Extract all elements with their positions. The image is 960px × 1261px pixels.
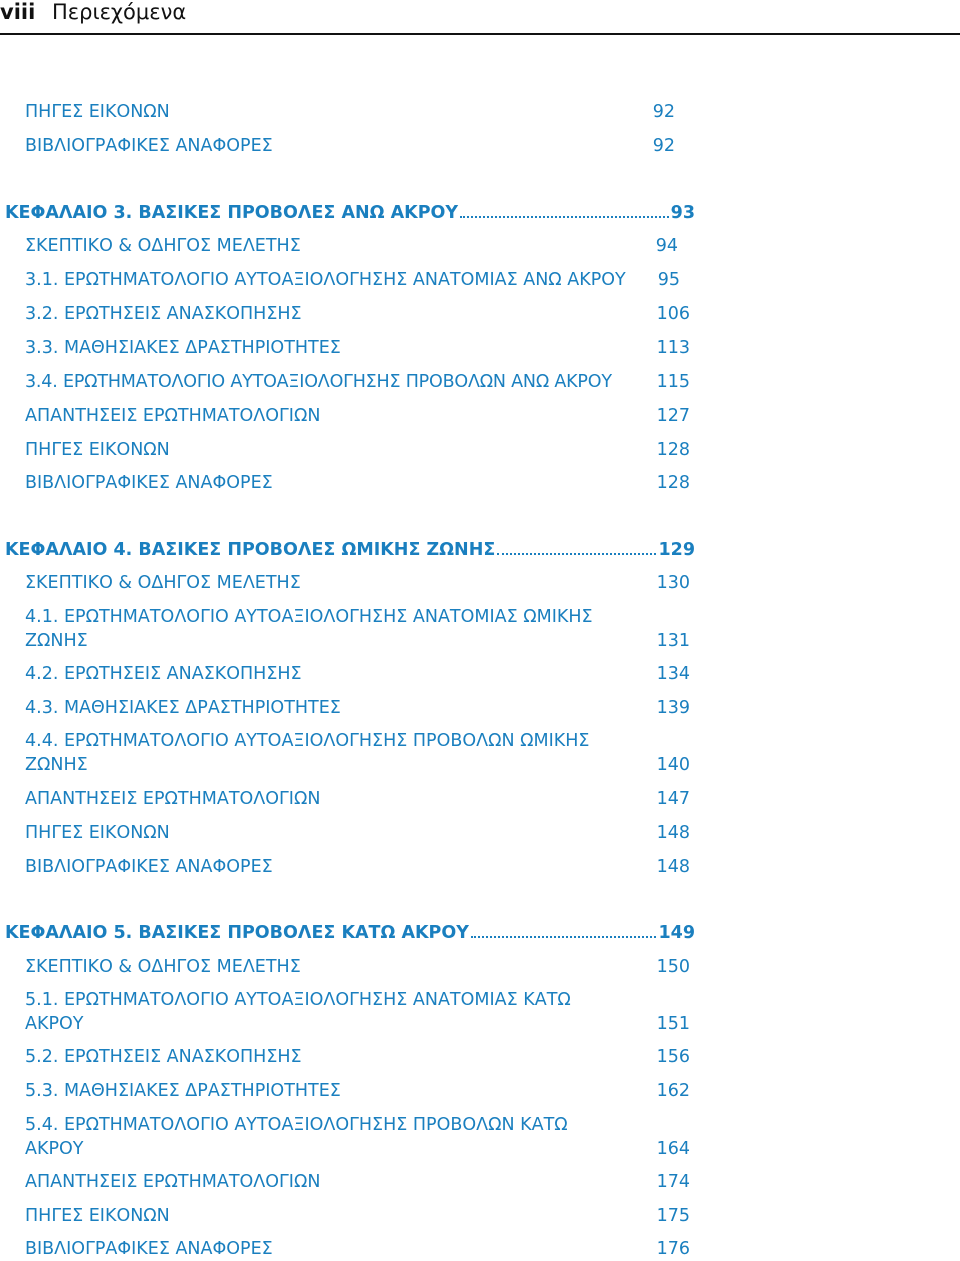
toc-entry[interactable]	[25, 134, 690, 158]
toc-entry-page: 128	[656, 440, 690, 460]
toc-entry-page: 94	[655, 236, 678, 256]
toc-entry[interactable]	[25, 729, 690, 777]
toc-entry-title: ΒΙΒΛΙΟΓΡΑΦΙΚΕΣ ΑΝΑΦΟΡΕΣ	[25, 136, 273, 156]
toc-entry-title: ΑΠΑΝΤΗΣΕΙΣ ΕΡΩΤΗΜΑΤΟΛΟΓΙΩΝ	[25, 406, 321, 426]
toc-entry-page: 148	[656, 823, 690, 843]
toc-entry[interactable]	[25, 302, 690, 326]
toc-entry-title: ΠΗΓΕΣ ΕΙΚΟΝΩΝ	[25, 1206, 170, 1226]
toc-entry-page: 147	[656, 789, 690, 809]
toc-entry-page: 95	[657, 270, 680, 290]
toc-entry[interactable]	[25, 821, 690, 845]
toc-entry[interactable]	[25, 1113, 690, 1161]
toc-entry-title: ΣΚΕΠΤΙΚΟ & ΟΔΗΓΟΣ ΜΕΛΕΤΗΣ	[25, 573, 301, 593]
toc-entry-page: 134	[656, 664, 690, 684]
leader-dots	[471, 936, 657, 938]
toc-entry[interactable]	[25, 988, 690, 1036]
toc-entry-title: ΒΙΒΛΙΟΓΡΑΦΙΚΕΣ ΑΝΑΦΟΡΕΣ	[25, 857, 273, 877]
toc-chapter-page: 129	[658, 540, 695, 560]
toc-chapter[interactable]	[5, 921, 695, 945]
toc-entry-page: 162	[656, 1081, 690, 1101]
toc-entry-page: 130	[656, 573, 690, 593]
toc-entry-page: 140	[656, 755, 690, 775]
toc-entry-title: ΒΙΒΛΙΟΓΡΑΦΙΚΕΣ ΑΝΑΦΟΡΕΣ	[25, 1239, 273, 1259]
toc-entry[interactable]	[25, 1237, 690, 1261]
toc-entry[interactable]	[25, 1079, 690, 1103]
toc-entry[interactable]	[25, 696, 690, 720]
toc-entry-page: 92	[652, 102, 675, 122]
toc-chapter-title: ΚΕΦΑΛΑΙΟ 3. ΒΑΣΙΚΕΣ ΠΡΟΒΟΛΕΣ ΑΝΩ ΑΚΡΟΥ	[5, 203, 459, 223]
toc-entry-page: 148	[656, 857, 690, 877]
toc-entry-page: 106	[656, 304, 690, 324]
toc-entry-page: 127	[656, 406, 690, 426]
toc-entry[interactable]	[25, 1170, 690, 1194]
toc-entry-title: ΑΠΑΝΤΗΣΕΙΣ ΕΡΩΤΗΜΑΤΟΛΟΓΙΩΝ	[25, 1172, 321, 1192]
toc-entry[interactable]	[25, 438, 690, 462]
toc-entry-title: 4.4. ΕΡΩΤΗΜΑΤΟΛΟΓΙΟ ΑΥΤΟΑΞΙΟΛΟΓΗΣΗΣ ΠΡΟΒΟΛΩΝ ΩΜΙΚΗΣ ΖΩΝΗΣ	[25, 731, 590, 775]
toc-entry-page: 128	[656, 473, 690, 493]
toc-entry-page: 115	[656, 372, 690, 392]
toc-entry-page: 151	[656, 1014, 690, 1034]
toc-entry-title: ΑΠΑΝΤΗΣΕΙΣ ΕΡΩΤΗΜΑΤΟΛΟΓΙΩΝ	[25, 789, 321, 809]
toc-entry-title: 5.1. ΕΡΩΤΗΜΑΤΟΛΟΓΙΟ ΑΥΤΟΑΞΙΟΛΟΓΗΣΗΣ ΑΝΑΤΟΜΙΑΣ ΚΑΤΩ ΑΚΡΟΥ	[25, 990, 571, 1034]
toc-entry[interactable]	[25, 1204, 690, 1228]
toc-entry-title: ΣΚΕΠΤΙΚΟ & ΟΔΗΓΟΣ ΜΕΛΕΤΗΣ	[25, 957, 301, 977]
toc-entry-page: 150	[656, 957, 690, 977]
toc-entry[interactable]	[25, 336, 690, 360]
toc-entry[interactable]	[25, 1045, 690, 1069]
toc-entry-page: 139	[656, 698, 690, 718]
toc-entry-page: 131	[656, 631, 690, 651]
toc-entry-page: 164	[656, 1139, 690, 1159]
toc-entry-title: 3.3. ΜΑΘΗΣΙΑΚΕΣ ΔΡΑΣΤΗΡΙΟΤΗΤΕΣ	[25, 338, 341, 358]
toc-chapter[interactable]	[5, 538, 695, 562]
toc-entry[interactable]	[25, 955, 690, 979]
toc-entry-title: 5.3. ΜΑΘΗΣΙΑΚΕΣ ΔΡΑΣΤΗΡΙΟΤΗΤΕΣ	[25, 1081, 341, 1101]
toc-entry-title: ΠΗΓΕΣ ΕΙΚΟΝΩΝ	[25, 823, 170, 843]
toc-entry-page: 176	[656, 1239, 690, 1259]
toc-entry[interactable]	[25, 404, 690, 428]
toc-entry[interactable]	[25, 370, 690, 394]
toc-entry[interactable]	[25, 571, 690, 595]
toc-entry-title: ΠΗΓΕΣ ΕΙΚΟΝΩΝ	[25, 440, 170, 460]
page-number: viii	[0, 0, 36, 24]
toc-entry[interactable]	[25, 234, 690, 258]
toc-entry-title: 4.2. ΕΡΩΤΗΣΕΙΣ ΑΝΑΣΚΟΠΗΣΗΣ	[25, 664, 302, 684]
toc-entry-title: ΒΙΒΛΙΟΓΡΑΦΙΚΕΣ ΑΝΑΦΟΡΕΣ	[25, 473, 273, 493]
toc-entry-page: 174	[656, 1172, 690, 1192]
toc-entry-page: 113	[656, 338, 690, 358]
toc-entry[interactable]	[25, 471, 690, 495]
toc-entry[interactable]	[25, 268, 690, 292]
toc-chapter-page: 149	[658, 923, 695, 943]
page-header	[0, 0, 960, 28]
toc-chapter-title: ΚΕΦΑΛΑΙΟ 4. ΒΑΣΙΚΕΣ ΠΡΟΒΟΛΕΣ ΩΜΙΚΗΣ ΖΩΝΗΣ	[5, 540, 496, 560]
toc-chapter[interactable]	[5, 201, 695, 225]
toc-entry[interactable]	[25, 787, 690, 811]
toc-entry-title: 3.2. ΕΡΩΤΗΣΕΙΣ ΑΝΑΣΚΟΠΗΣΗΣ	[25, 304, 302, 324]
toc-entry-title: ΠΗΓΕΣ ΕΙΚΟΝΩΝ	[25, 102, 170, 122]
toc-entry-title: 4.3. ΜΑΘΗΣΙΑΚΕΣ ΔΡΑΣΤΗΡΙΟΤΗΤΕΣ	[25, 698, 341, 718]
leader-dots	[497, 553, 656, 555]
toc-entry-title: 3.4. ΕΡΩΤΗΜΑΤΟΛΟΓΙΟ ΑΥΤΟΑΞΙΟΛΟΓΗΣΗΣ ΠΡΟΒΟΛΩΝ ΑΝΩ ΑΚΡΟΥ	[25, 372, 612, 392]
toc-entry-title: ΣΚΕΠΤΙΚΟ & ΟΔΗΓΟΣ ΜΕΛΕΤΗΣ	[25, 236, 301, 256]
toc-entry-title: 3.1. ΕΡΩΤΗΜΑΤΟΛΟΓΙΟ ΑΥΤΟΑΞΙΟΛΟΓΗΣΗΣ ΑΝΑΤΟΜΙΑΣ ΑΝΩ ΑΚΡΟΥ	[25, 270, 626, 290]
toc-entry-title: 4.1. ΕΡΩΤΗΜΑΤΟΛΟΓΙΟ ΑΥΤΟΑΞΙΟΛΟΓΗΣΗΣ ΑΝΑΤΟΜΙΑΣ ΩΜΙΚΗΣ ΖΩΝΗΣ	[25, 607, 593, 651]
toc-entry[interactable]	[25, 855, 690, 879]
toc-chapter-title: ΚΕΦΑΛΑΙΟ 5. ΒΑΣΙΚΕΣ ΠΡΟΒΟΛΕΣ ΚΑΤΩ ΑΚΡΟΥ	[5, 923, 469, 943]
toc-entry[interactable]	[25, 100, 690, 124]
toc-entry-title: 5.4. ΕΡΩΤΗΜΑΤΟΛΟΓΙΟ ΑΥΤΟΑΞΙΟΛΟΓΗΣΗΣ ΠΡΟΒΟΛΩΝ ΚΑΤΩ ΑΚΡΟΥ	[25, 1115, 568, 1159]
header-divider	[0, 33, 960, 35]
toc-entry[interactable]	[25, 662, 690, 686]
toc-entry-page: 92	[652, 136, 675, 156]
leader-dots	[460, 216, 669, 218]
toc-chapter-page: 93	[670, 203, 695, 223]
toc-entry[interactable]	[25, 605, 690, 653]
toc-entry-page: 175	[656, 1206, 690, 1226]
toc-entry-page: 156	[656, 1047, 690, 1067]
page-title: Περιεχόμενα	[52, 0, 187, 24]
toc-entry-title: 5.2. ΕΡΩΤΗΣΕΙΣ ΑΝΑΣΚΟΠΗΣΗΣ	[25, 1047, 302, 1067]
